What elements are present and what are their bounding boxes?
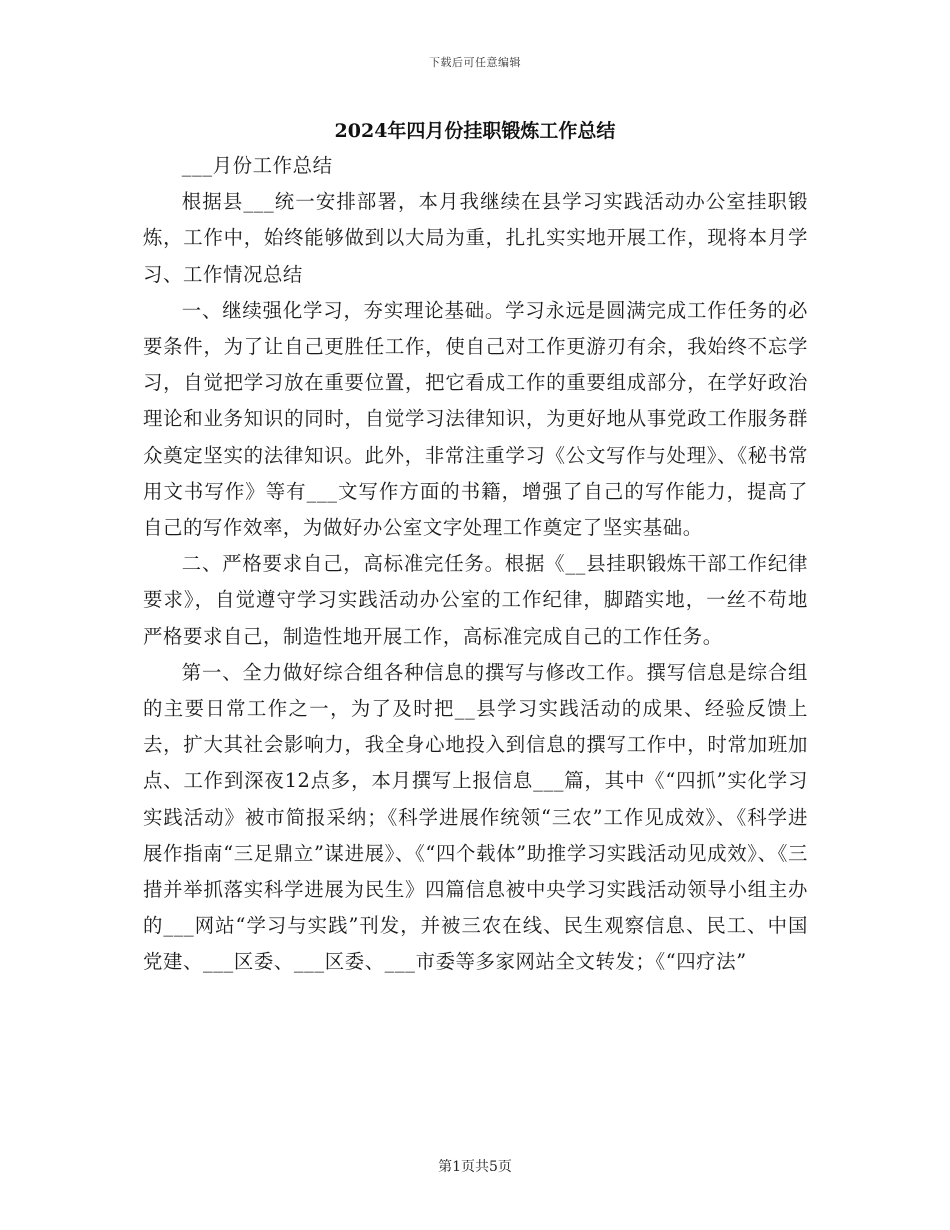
- document-title: 2024年四月份挂职锻炼工作总结: [334, 120, 616, 142]
- page-number: 第1页共5页: [438, 1159, 512, 1175]
- paragraph-section-one: 一、继续强化学习，夯实理论基础。学习永远是圆满完成工作任务的必要条件，为了让自己更胜任工作，使自己对工作更游刃有余，我始终不忘学习，自觉把学习放在重要位置，把它看成工作的重要组成部分，在学好政治理论和业务知识的同时，自觉学习法律知识，为更好地从事党政工作服务群众奠定坚实的法律知识。此外，非常注重学习《公文写作与处理》、《秘书常用文书写作》等有___文写作方面的书籍，增强了自己的写作能力，提高了自己的写作效率，为做好办公室文字处理工作奠定了坚实基础。: [143, 298, 808, 540]
- paragraph-section-two: 二、严格要求自己，高标准完任务。根据《__县挂职锻炼干部工作纪律要求》，自觉遵守学习实践活动办公室的工作纪律，脚踏实地，一丝不苟地严格要求自己，制造性地开展工作，高标准完成自己的工作任务。: [143, 552, 808, 648]
- paragraph-first-item: 第一、全力做好综合组各种信息的撰写与修改工作。撰写信息是综合组的主要日常工作之一，为了及时把__县学习实践活动的成果、经验反馈上去，扩大其社会影响力，我全身心地投入到信息的撰写工作中，时常加班加点、工作到深夜12点多，本月撰写上报信息___篇，其中《“四抓”实化学习实践活动》被市简报采纳；《科学进展作统领“三农”工作见成效》、《科学进展作指南“三足鼎立”谋进展》、《“四个载体”助推学习实践活动见成效》、《三措并举抓落实科学进展为民生》四篇信息被中央学习实践活动领导小组主办的___网站“学习与实践”刊发，并被三农在线、民生观察信息、民工、中国党建、___区委、___区委、___市委等多家网站全文转发；《“四疗法”: [143, 660, 808, 974]
- paragraph-month-summary: ___月份工作总结: [181, 154, 333, 177]
- header-note: 下载后可任意编辑: [429, 56, 521, 69]
- paragraph-intro: 根据县___统一安排部署，本月我继续在县学习实践活动办公室挂职锻炼，工作中，始终能够做到以大局为重，扎扎实实地开展工作，现将本月学习、工作情况总结: [143, 190, 808, 286]
- document-body: [143, 148, 808, 981]
